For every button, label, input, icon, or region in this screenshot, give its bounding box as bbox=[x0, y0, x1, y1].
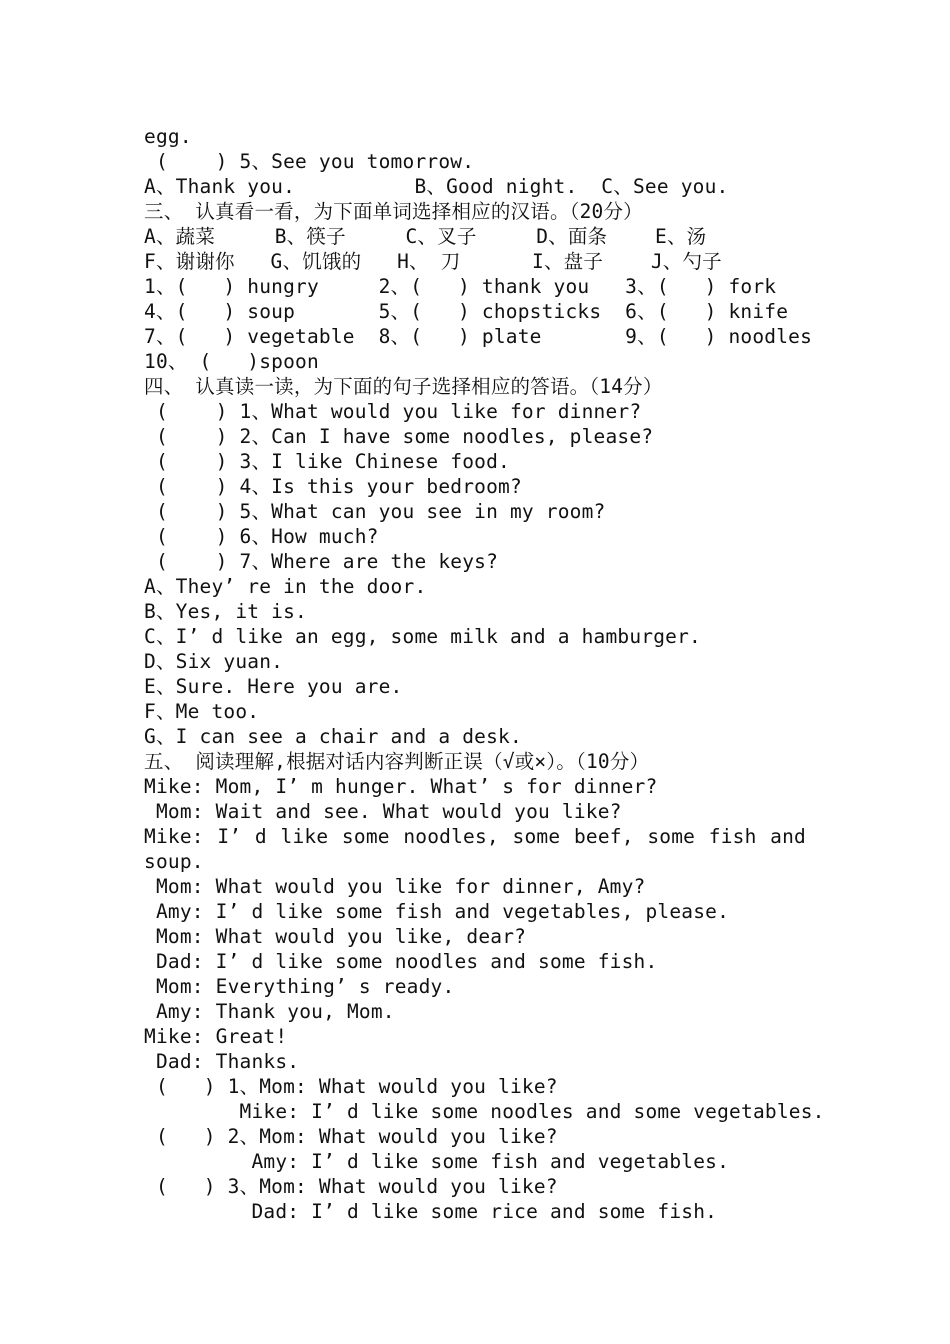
dialogue-line: Mike: Great! bbox=[144, 1025, 288, 1048]
question-item: ( ) 4、Is this your bedroom? bbox=[144, 475, 522, 498]
text-line: egg. bbox=[144, 125, 192, 148]
answer-options: A、Thank you. B、Good night. C、See you. bbox=[144, 175, 729, 198]
answer-option: B、Yes, it is. bbox=[144, 600, 307, 623]
question-item: ( ) 6、How much? bbox=[144, 525, 379, 548]
question-item: ( ) 2、Mom: What would you like? bbox=[144, 1125, 558, 1148]
dialogue-line: Amy: I’ d like some fish and vegetables, please. bbox=[144, 900, 730, 923]
dialogue-line: Mom: Wait and see. What would you like? bbox=[144, 800, 622, 823]
answer-option: D、Six yuan. bbox=[144, 650, 284, 673]
question-item: ( ) 2、Can I have some noodles, please? bbox=[144, 425, 654, 448]
dialogue-line: Mom: Everything’ s ready. bbox=[144, 975, 455, 998]
question-item: Dad: I’ d like some rice and some fish. bbox=[144, 1200, 718, 1223]
dialogue-line: Dad: I’ d like some noodles and some fish. bbox=[144, 950, 658, 973]
question-item: ( ) 3、Mom: What would you like? bbox=[144, 1175, 558, 1198]
answer-option: F、Me too. bbox=[144, 700, 260, 723]
answer-options: F、谢谢你 G、饥饿的 H、 刀 I、盘子 J、勺子 bbox=[144, 250, 722, 273]
dialogue-line: Mom: What would you like for dinner, Amy? bbox=[144, 875, 646, 898]
answer-option: C、I’ d like an egg, some milk and a hamburger. bbox=[144, 625, 701, 648]
question-item: ( ) 5、What can you see in my room? bbox=[144, 500, 606, 523]
dialogue-line: Dad: Thanks. bbox=[144, 1050, 300, 1073]
section-heading: 三、 认真看一看，为下面单词选择相应的汉语。（20分） bbox=[144, 200, 643, 223]
question-item: 7、( ) vegetable 8、( ) plate 9、( ) noodles bbox=[144, 325, 813, 348]
dialogue-line: Amy: Thank you, Mom. bbox=[144, 1000, 395, 1023]
question-item: ( ) 1、What would you like for dinner? bbox=[144, 400, 642, 423]
question-item: Mike: I’ d like some noodles and some vegetables. bbox=[144, 1100, 825, 1123]
question-item: ( ) 3、I like Chinese food. bbox=[144, 450, 510, 473]
question-item: 1、( ) hungry 2、( ) thank you 3、( ) fork bbox=[144, 275, 777, 298]
answer-option: G、I can see a chair and a desk. bbox=[144, 725, 522, 748]
dialogue-line: Mike: I’ d like some noodles, some beef, some fish and bbox=[144, 825, 806, 848]
question-item: Amy: I’ d like some fish and vegetables. bbox=[144, 1150, 730, 1173]
question-item: 4、( ) soup 5、( ) chopsticks 6、( ) knife bbox=[144, 300, 789, 323]
section-heading: 五、 阅读理解,根据对话内容判断正误（√或×）。（10分） bbox=[144, 750, 650, 773]
question-item: ( ) 1、Mom: What would you like? bbox=[144, 1075, 558, 1098]
question-item: 10、 ( )spoon bbox=[144, 350, 319, 373]
section-heading: 四、 认真读一读，为下面的句子选择相应的答语。（14分） bbox=[144, 375, 663, 398]
answer-options: A、蔬菜 B、筷子 C、叉子 D、面条 E、汤 bbox=[144, 225, 707, 248]
dialogue-line: soup. bbox=[144, 850, 204, 873]
question-item: ( ) 7、Where are the keys? bbox=[144, 550, 499, 573]
answer-option: A、They’ re in the door. bbox=[144, 575, 427, 598]
answer-option: E、Sure. Here you are. bbox=[144, 675, 403, 698]
question-item: ( ) 5、See you tomorrow. bbox=[144, 150, 475, 173]
dialogue-line: Mike: Mom, I’ m hunger. What’ s for dinner? bbox=[144, 775, 658, 798]
dialogue-line: Mom: What would you like, dear? bbox=[144, 925, 527, 948]
